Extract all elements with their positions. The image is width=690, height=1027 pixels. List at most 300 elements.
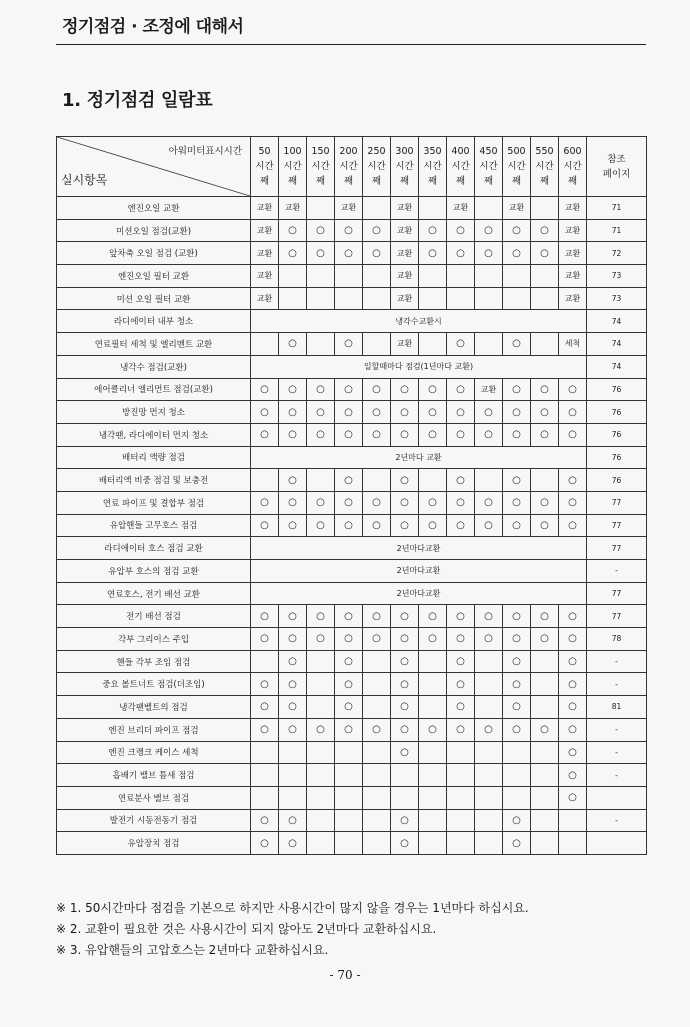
schedule-cell: ○ [307,491,335,514]
schedule-cell: ○ [307,628,335,651]
schedule-cell: ○ [531,605,559,628]
hour-header-text: 400 [451,146,470,157]
schedule-cell: 교환 [279,197,307,220]
schedule-cell [307,832,335,855]
reference-page: 76 [587,378,647,401]
hour-header-text: 100 [283,146,302,157]
schedule-cell: ○ [307,423,335,446]
schedule-cell [475,832,503,855]
schedule-note-cell: 일할때마다 점검(1년마다 교환) [251,355,587,378]
schedule-cell [475,809,503,832]
schedule-cell: ○ [419,605,447,628]
schedule-cell: ○ [447,514,475,537]
schedule-cell [475,786,503,809]
schedule-cell: ○ [503,491,531,514]
hour-column-header [335,137,363,197]
schedule-cell: ○ [335,514,363,537]
schedule-cell: ○ [447,718,475,741]
schedule-cell [363,832,391,855]
schedule-cell: ○ [335,718,363,741]
schedule-cell: ○ [279,605,307,628]
schedule-cell: ○ [475,628,503,651]
schedule-cell [307,786,335,809]
notes [56,898,656,961]
schedule-cell: 교환 [559,287,587,310]
inspection-item: 흡배기 밸브 틈새 점검 [57,764,251,787]
schedule-cell: ○ [503,605,531,628]
inspection-item: 엔진오일 필터 교환 [57,265,251,288]
hour-header-text: 시간 [367,161,386,172]
reference-page [587,786,647,809]
schedule-cell: ○ [251,423,279,446]
schedule-cell: ○ [335,696,363,719]
schedule-cell [363,469,391,492]
hour-header-text: 시간 [535,161,554,172]
schedule-cell: ○ [335,423,363,446]
schedule-cell [531,197,559,220]
schedule-cell: ○ [447,491,475,514]
schedule-cell: 교환 [391,242,419,265]
schedule-cell [447,809,475,832]
schedule-cell: ○ [279,673,307,696]
schedule-cell: ○ [335,401,363,424]
schedule-cell [447,764,475,787]
reference-page: - [587,741,647,764]
schedule-cell: 교환 [559,197,587,220]
schedule-cell [447,832,475,855]
hour-header-text: 450 [479,146,498,157]
table-row [57,265,647,288]
inspection-item: 방진망 먼지 청소 [57,401,251,424]
reference-page: 76 [587,401,647,424]
hour-header-text: 째 [287,176,298,187]
schedule-cell [335,832,363,855]
table-row [57,764,647,787]
schedule-cell [419,809,447,832]
reference-page: 76 [587,423,647,446]
schedule-cell: ○ [335,605,363,628]
hour-meter-label: 아워미터표시시간 [168,146,242,157]
schedule-cell: 교환 [251,265,279,288]
schedule-cell: ○ [363,628,391,651]
schedule-cell: ○ [391,718,419,741]
schedule-cell: 교환 [559,242,587,265]
chapter-header: 정기점검 · 조정에 대해서 [62,17,244,37]
schedule-cell: ○ [363,219,391,242]
schedule-cell [251,469,279,492]
schedule-cell: ○ [279,514,307,537]
schedule-cell [419,650,447,673]
reference-page: 71 [587,219,647,242]
schedule-cell [307,469,335,492]
schedule-cell: ○ [447,333,475,356]
schedule-cell: ○ [419,219,447,242]
schedule-cell [503,764,531,787]
inspection-item: 핸들 각부 조임 점검 [57,650,251,673]
hour-column-header [391,137,419,197]
reference-page: 77 [587,491,647,514]
schedule-cell [251,741,279,764]
schedule-cell [503,741,531,764]
hour-header-text: 350 [423,146,442,157]
schedule-cell: ○ [363,242,391,265]
hour-header-text: 250 [367,146,386,157]
inspection-item: 유압장치 점검 [57,832,251,855]
hour-header-text: 200 [339,146,358,157]
schedule-cell: 교환 [391,287,419,310]
table-row [57,537,647,560]
hour-header-text: 500 [507,146,526,157]
schedule-cell: ○ [419,378,447,401]
schedule-cell: ○ [391,423,419,446]
reference-page: 77 [587,537,647,560]
schedule-cell: ○ [531,514,559,537]
schedule-cell: ○ [503,696,531,719]
schedule-note-cell: 2년마다교환 [251,537,587,560]
schedule-cell [419,832,447,855]
schedule-cell [475,764,503,787]
schedule-cell: ○ [559,491,587,514]
schedule-cell [251,333,279,356]
hour-header-text: 째 [427,176,438,187]
reference-page: - [587,718,647,741]
schedule-cell: ○ [559,605,587,628]
inspection-item: 연료필터 세척 및 엘리멘트 교환 [57,333,251,356]
schedule-cell: ○ [335,242,363,265]
schedule-cell [335,741,363,764]
schedule-cell: ○ [559,378,587,401]
reference-page: 77 [587,582,647,605]
schedule-cell: 교환 [559,265,587,288]
schedule-cell: 교환 [391,197,419,220]
schedule-cell: ○ [279,696,307,719]
schedule-cell: 교환 [335,197,363,220]
schedule-cell: 교환 [391,265,419,288]
reference-page: 76 [587,469,647,492]
schedule-cell [307,287,335,310]
schedule-cell: ○ [335,491,363,514]
schedule-cell: ○ [559,673,587,696]
hour-header-text: 시간 [507,161,526,172]
schedule-cell: ○ [251,809,279,832]
schedule-cell [279,764,307,787]
schedule-cell [503,265,531,288]
schedule-cell [531,764,559,787]
schedule-cell: 세척 [559,333,587,356]
note-2: ※ 2. 교환이 필요한 것은 사용시간이 되지 않아도 2년마다 교환하십시요. [56,922,437,936]
header-divider [56,44,646,45]
schedule-cell: ○ [419,491,447,514]
schedule-cell [447,265,475,288]
schedule-cell: 교환 [391,219,419,242]
schedule-cell: ○ [279,219,307,242]
schedule-cell: ○ [559,469,587,492]
schedule-cell: ○ [419,242,447,265]
schedule-cell: ○ [419,514,447,537]
schedule-cell: ○ [559,696,587,719]
schedule-cell: ○ [391,809,419,832]
reference-page: 72 [587,242,647,265]
table-row [57,310,647,333]
inspection-item: 미션 오일 필터 교환 [57,287,251,310]
schedule-cell: ○ [363,378,391,401]
table-row [57,401,647,424]
schedule-cell: ○ [475,242,503,265]
schedule-cell [279,786,307,809]
schedule-cell: ○ [559,764,587,787]
schedule-cell: ○ [447,469,475,492]
schedule-cell [475,287,503,310]
schedule-cell [335,265,363,288]
schedule-cell [475,650,503,673]
schedule-cell: ○ [391,605,419,628]
hour-column-header [475,137,503,197]
table-row [57,650,647,673]
table-body [57,197,647,855]
inspection-item: 라디에이터 호스 점검 교환 [57,537,251,560]
schedule-cell: ○ [279,491,307,514]
inspection-item: 발전기 시동전동기 점검 [57,809,251,832]
reference-page [587,832,647,855]
schedule-cell: 교환 [251,197,279,220]
schedule-cell: ○ [419,628,447,651]
hour-header-text: 시간 [423,161,442,172]
schedule-cell: ○ [559,786,587,809]
schedule-cell: ○ [363,491,391,514]
schedule-cell: ○ [475,605,503,628]
table-row [57,673,647,696]
schedule-cell [307,673,335,696]
schedule-cell: ○ [531,378,559,401]
schedule-cell [391,786,419,809]
schedule-cell: ○ [503,832,531,855]
table-row [57,786,647,809]
schedule-cell: ○ [447,605,475,628]
schedule-cell: ○ [251,401,279,424]
hour-column-header [251,137,279,197]
schedule-cell: ○ [335,219,363,242]
hour-header-text: 시간 [339,161,358,172]
schedule-cell: ○ [447,242,475,265]
schedule-cell: ○ [279,469,307,492]
hour-header-text: 시간 [255,161,274,172]
reference-page-header [587,137,647,197]
schedule-cell: ○ [279,333,307,356]
hour-column-header [503,137,531,197]
inspection-item: 유압부 호스의 점검 교환 [57,560,251,583]
schedule-cell: ○ [503,673,531,696]
reference-page: - [587,650,647,673]
schedule-cell: ○ [447,401,475,424]
reference-page: 77 [587,514,647,537]
schedule-cell: 교환 [447,197,475,220]
schedule-cell: ○ [335,650,363,673]
schedule-cell [419,764,447,787]
hour-header-text: 째 [259,176,270,187]
note-1: ※ 1. 50시간마다 점검을 기본으로 하지만 사용시간이 많지 않을 경우는 1년마다 하십시요. [56,901,529,915]
table-corner-header [57,137,251,197]
schedule-cell [419,333,447,356]
schedule-cell [475,197,503,220]
hour-header-text: 550 [535,146,554,157]
schedule-cell [307,650,335,673]
hour-header-text: 600 [563,146,582,157]
schedule-cell [531,696,559,719]
schedule-cell: ○ [559,741,587,764]
schedule-cell: ○ [503,718,531,741]
schedule-cell: ○ [279,401,307,424]
schedule-cell: ○ [279,809,307,832]
inspection-item: 중요 볼트너트 점검(더조임) [57,673,251,696]
hour-header-text: 시간 [451,161,470,172]
schedule-cell: ○ [279,423,307,446]
hour-header-text: 째 [371,176,382,187]
schedule-cell: ○ [447,219,475,242]
schedule-cell: ○ [363,718,391,741]
table-row [57,378,647,401]
inspection-item: 냉각팬벨트의 점검 [57,696,251,719]
hour-header-text: 째 [567,176,578,187]
reference-page: - [587,809,647,832]
schedule-cell [475,265,503,288]
schedule-cell: ○ [307,242,335,265]
schedule-cell [419,786,447,809]
hour-column-header [447,137,475,197]
schedule-cell [335,786,363,809]
schedule-cell [279,265,307,288]
schedule-cell: ○ [251,605,279,628]
schedule-cell: ○ [335,469,363,492]
schedule-cell [363,333,391,356]
hour-header-text: 째 [315,176,326,187]
schedule-cell: ○ [251,832,279,855]
schedule-cell: 교환 [251,287,279,310]
inspection-item: 엔진오일 교환 [57,197,251,220]
reference-page: 73 [587,265,647,288]
schedule-cell: ○ [251,491,279,514]
page-number: - 70 - [329,968,361,982]
schedule-cell: ○ [279,242,307,265]
schedule-cell: ○ [531,242,559,265]
table-row [57,560,647,583]
schedule-cell [531,809,559,832]
table-row [57,514,647,537]
schedule-cell: ○ [391,696,419,719]
schedule-cell [307,696,335,719]
schedule-cell: ○ [419,401,447,424]
schedule-cell: 교환 [251,242,279,265]
schedule-cell [531,287,559,310]
reference-page: 77 [587,605,647,628]
note-3: ※ 3. 유압핸들의 고압호스는 2년마다 교환하십시요. [56,943,329,957]
schedule-cell: ○ [391,401,419,424]
schedule-cell [335,287,363,310]
schedule-cell: ○ [279,628,307,651]
schedule-cell [475,673,503,696]
schedule-cell: ○ [419,718,447,741]
hour-header-text: 째 [511,176,522,187]
schedule-cell [419,197,447,220]
schedule-cell [363,650,391,673]
table-row [57,446,647,469]
schedule-cell [419,673,447,696]
inspection-schedule-table [56,136,647,855]
hour-header-text: 시간 [311,161,330,172]
schedule-cell: 교환 [559,219,587,242]
table-row [57,741,647,764]
schedule-cell: ○ [335,333,363,356]
reference-page: 81 [587,696,647,719]
inspection-item: 연료분사 밸브 점검 [57,786,251,809]
schedule-cell: ○ [559,423,587,446]
schedule-cell [335,764,363,787]
schedule-cell: ○ [475,514,503,537]
schedule-cell: ○ [503,333,531,356]
schedule-cell [419,741,447,764]
table-row [57,423,647,446]
schedule-cell: ○ [307,219,335,242]
schedule-cell: ○ [391,832,419,855]
inspection-item: 연료호스, 전기 배선 교환 [57,582,251,605]
inspection-item: 전기 배선 점검 [57,605,251,628]
schedule-cell [363,673,391,696]
schedule-cell [559,832,587,855]
schedule-note-cell: 2년마다교환 [251,582,587,605]
reference-page: - [587,560,647,583]
schedule-cell: ○ [559,514,587,537]
hour-header-text: 째 [455,176,466,187]
hour-header-text: 50 [258,146,271,157]
table-row [57,491,647,514]
schedule-cell: ○ [363,423,391,446]
schedule-cell [307,741,335,764]
hour-column-header [279,137,307,197]
hour-column-header [531,137,559,197]
schedule-cell [559,809,587,832]
hour-header-text: 째 [343,176,354,187]
table-header-row [57,137,647,197]
schedule-cell: ○ [391,741,419,764]
schedule-cell: ○ [391,469,419,492]
schedule-cell [307,809,335,832]
schedule-cell: ○ [251,378,279,401]
inspection-item: 엔진 크랭크 케이스 세척 [57,741,251,764]
schedule-cell [419,265,447,288]
schedule-cell: ○ [391,650,419,673]
schedule-cell: ○ [503,514,531,537]
table-row [57,355,647,378]
hour-header-text: 시간 [395,161,414,172]
schedule-cell: ○ [447,673,475,696]
inspection-item: 배터리 액량 점검 [57,446,251,469]
reference-page: 71 [587,197,647,220]
schedule-cell [363,696,391,719]
schedule-cell: ○ [419,423,447,446]
schedule-cell [531,741,559,764]
schedule-cell: ○ [475,718,503,741]
table-row [57,242,647,265]
schedule-cell: ○ [391,628,419,651]
schedule-cell: ○ [251,696,279,719]
schedule-cell: ○ [279,718,307,741]
schedule-cell: ○ [447,423,475,446]
inspection-item: 냉각수 점검(교환) [57,355,251,378]
schedule-cell [363,741,391,764]
schedule-cell [307,333,335,356]
hour-column-header [307,137,335,197]
table-row [57,197,647,220]
schedule-cell [531,469,559,492]
